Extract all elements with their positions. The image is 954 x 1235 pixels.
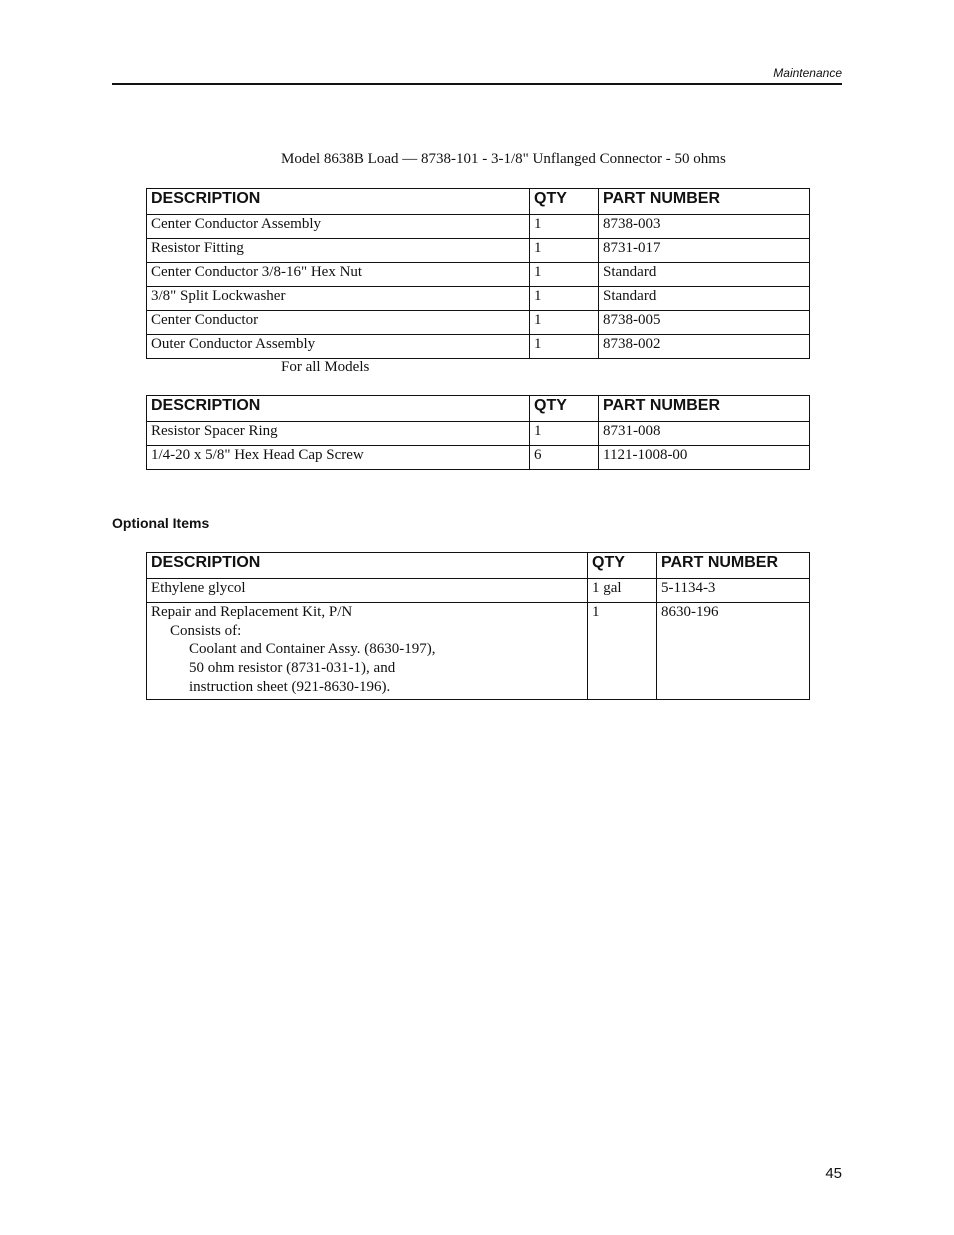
table-header-row [147, 396, 810, 422]
header-rule [112, 83, 842, 85]
cell-description: Center Conductor Assembly [147, 215, 530, 239]
cell-qty: 1 [530, 287, 599, 311]
cell-qty: 1 [530, 215, 599, 239]
table-row [147, 311, 810, 335]
cell-part-number: 8738-005 [599, 311, 810, 335]
cell-part-number: 8731-008 [599, 422, 810, 446]
cell-description: Center Conductor [147, 311, 530, 335]
cell-part-number: 8731-017 [599, 239, 810, 263]
column-header-part-number: PART NUMBER [599, 396, 810, 422]
cell-qty: 6 [530, 446, 599, 470]
column-header-part-number: PART NUMBER [599, 189, 810, 215]
cell-description: 3/8" Split Lockwasher [147, 287, 530, 311]
all-models-parts-table [146, 395, 810, 470]
table-row-kit [147, 603, 810, 700]
cell-qty: 1 [530, 239, 599, 263]
column-header-description: DESCRIPTION [147, 553, 588, 579]
cell-part-number: Standard [599, 287, 810, 311]
kit-title: Repair and Replacement Kit, P/N [151, 604, 353, 620]
optional-items-heading: Optional Items [112, 515, 210, 531]
table-row [147, 239, 810, 263]
cell-qty: 1 [530, 311, 599, 335]
cell-qty: 1 [530, 422, 599, 446]
cell-description: Resistor Fitting [147, 239, 530, 263]
table-row [147, 335, 810, 359]
table-row [147, 446, 810, 470]
cell-qty: 1 [530, 263, 599, 287]
kit-consists-label: Consists of: [170, 622, 242, 639]
cell-description: 1/4-20 x 5/8" Hex Head Cap Screw [147, 446, 530, 470]
table-row [147, 579, 810, 603]
column-header-description: DESCRIPTION [147, 189, 530, 215]
column-header-qty: QTY [530, 396, 599, 422]
table-row [147, 422, 810, 446]
table-header-row [147, 553, 810, 579]
model-caption: Model 8638B Load — 8738-101 - 3-1/8" Unflanged Connector - 50 ohms [281, 151, 726, 167]
cell-part-number: 8738-003 [599, 215, 810, 239]
table-row [147, 263, 810, 287]
cell-part-number: 5-1134-3 [657, 579, 810, 603]
kit-item: Coolant and Container Assy. (8630-197), [189, 641, 436, 658]
cell-description: Resistor Spacer Ring [147, 422, 530, 446]
cell-part-number: Standard [599, 263, 810, 287]
table-row [147, 287, 810, 311]
table-header-row [147, 189, 810, 215]
cell-description: Outer Conductor Assembly [147, 335, 530, 359]
all-models-caption: For all Models [281, 359, 370, 375]
model-parts-table [146, 188, 810, 359]
column-header-qty: QTY [530, 189, 599, 215]
kit-item: instruction sheet (921-8630-196). [189, 678, 391, 695]
cell-description: Center Conductor 3/8-16" Hex Nut [147, 263, 530, 287]
cell-description [147, 603, 588, 700]
optional-items-table [146, 552, 810, 700]
column-header-qty: QTY [588, 553, 657, 579]
cell-part-number: 8630-196 [657, 603, 810, 700]
cell-qty: 1 gal [588, 579, 657, 603]
kit-item: 50 ohm resistor (8731-031-1), and [189, 660, 396, 677]
page-number: 45 [825, 1165, 842, 1182]
cell-qty: 1 [530, 335, 599, 359]
cell-part-number: 8738-002 [599, 335, 810, 359]
cell-description: Ethylene glycol [147, 579, 588, 603]
cell-part-number: 1121-1008-00 [599, 446, 810, 470]
running-head: Maintenance [773, 66, 842, 80]
column-header-part-number: PART NUMBER [657, 553, 810, 579]
cell-qty: 1 [588, 603, 657, 700]
table-row [147, 215, 810, 239]
column-header-description: DESCRIPTION [147, 396, 530, 422]
